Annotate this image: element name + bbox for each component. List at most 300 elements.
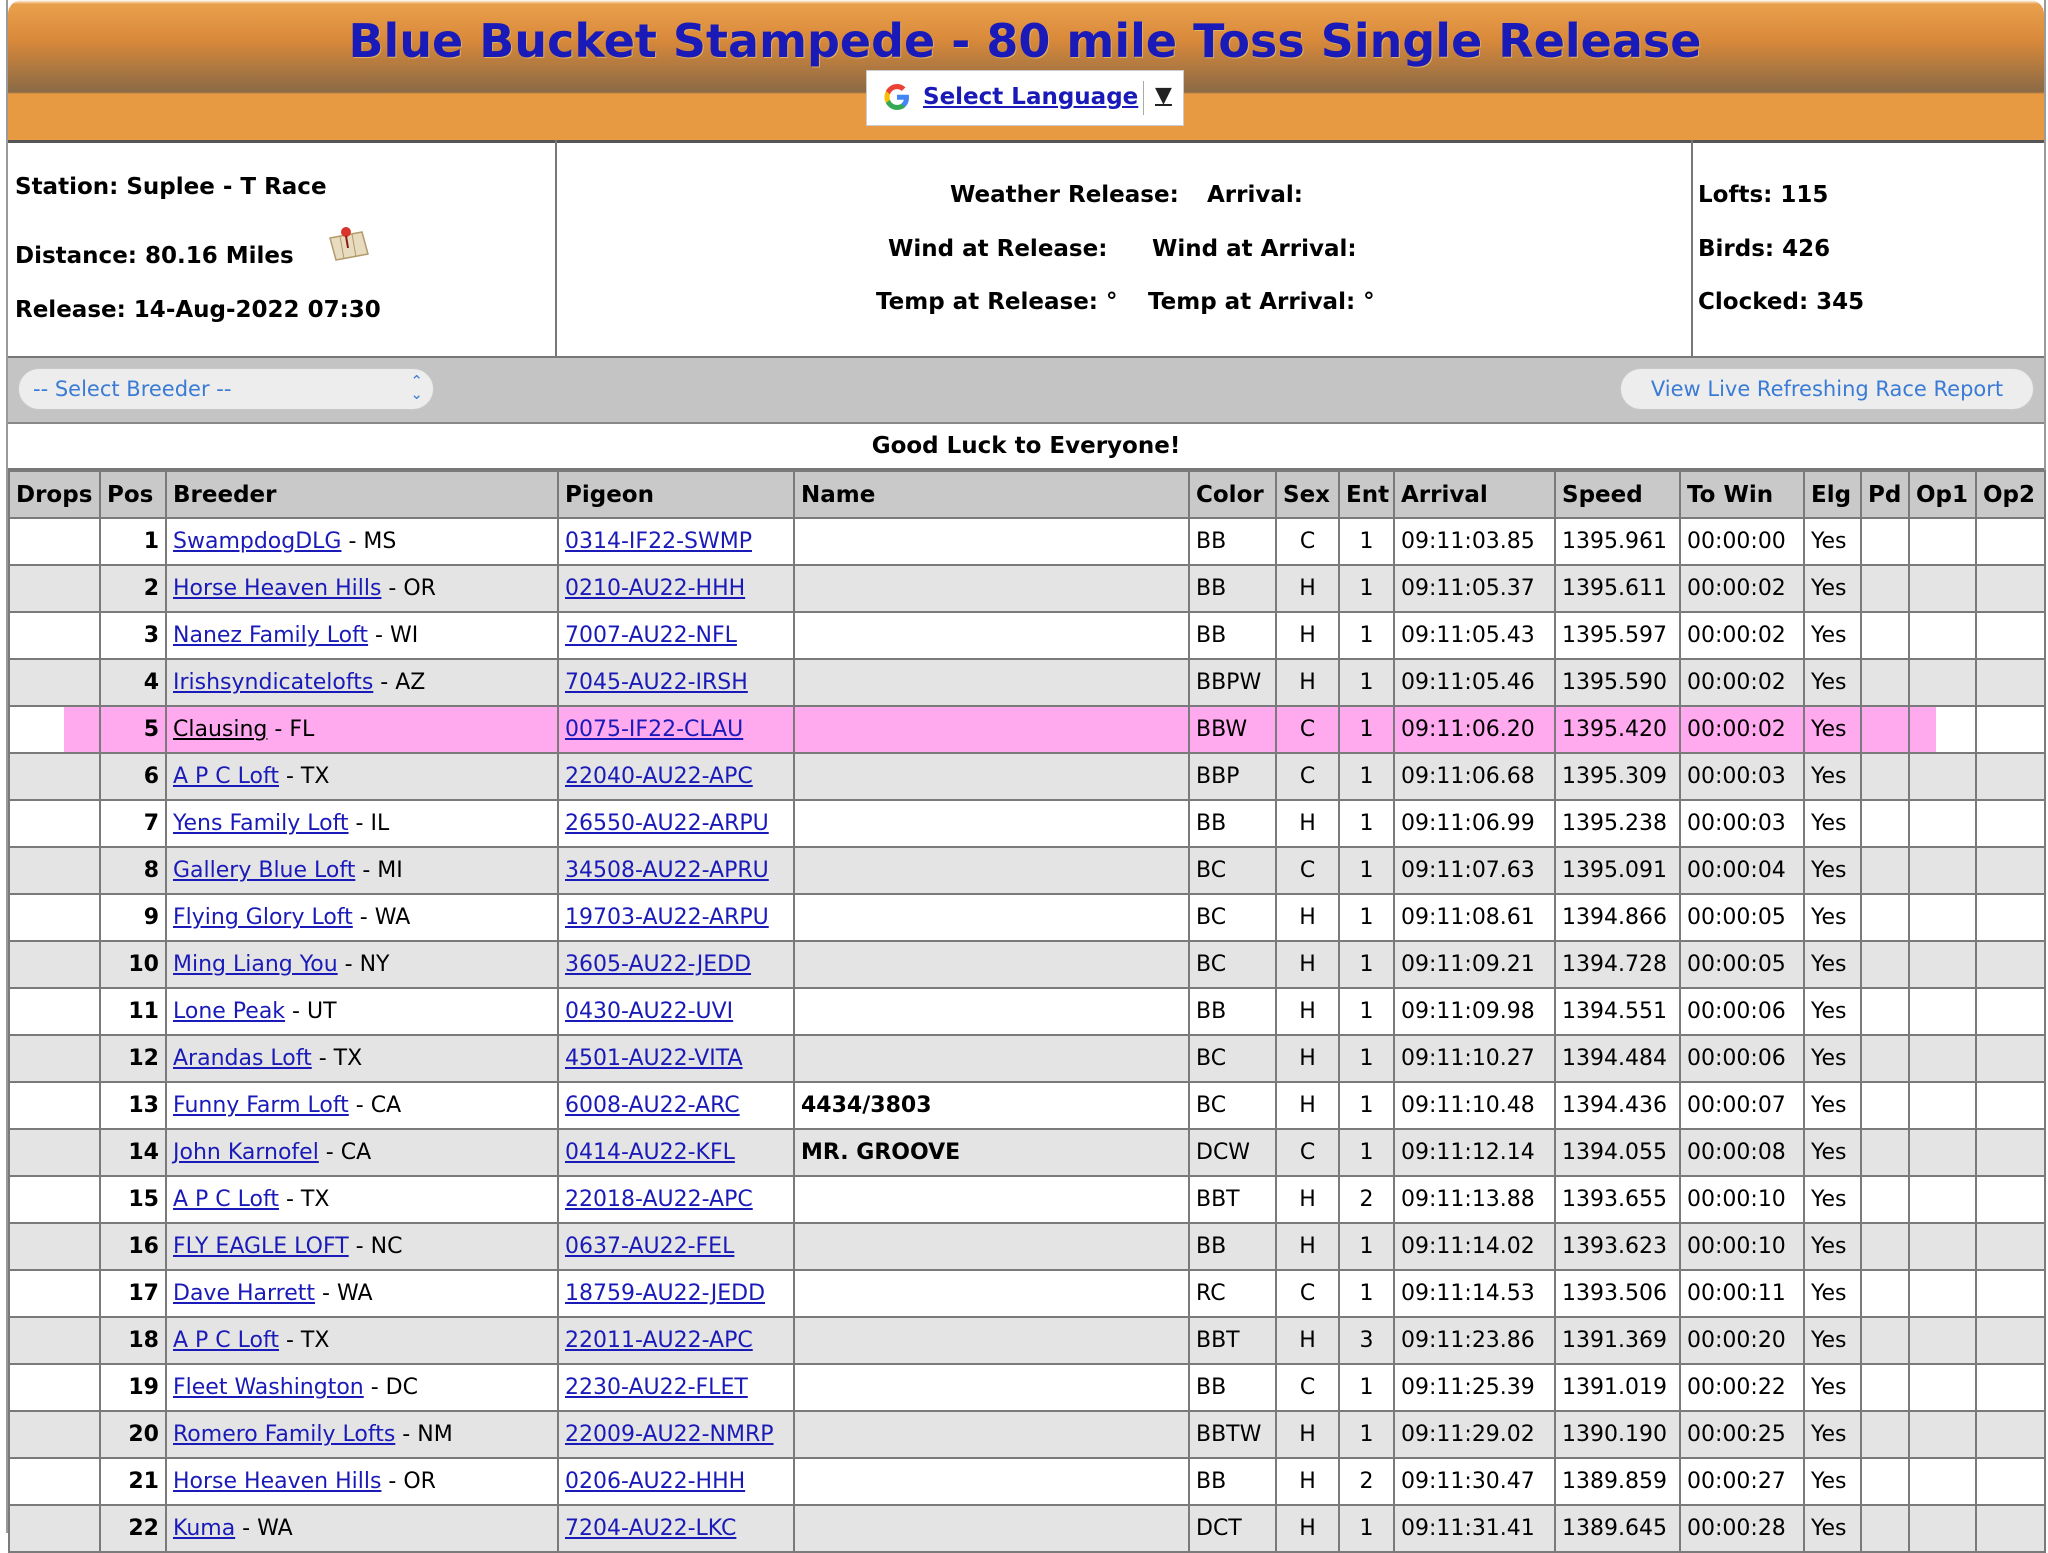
speed-cell: 1395.309 — [1555, 753, 1680, 800]
breeder-link[interactable]: Fleet Washington — [173, 1375, 364, 1400]
ent-cell: 1 — [1339, 1082, 1394, 1129]
speed-cell: 1395.597 — [1555, 612, 1680, 659]
arrival-cell: 09:11:06.20 — [1394, 706, 1555, 753]
pigeon-link[interactable]: 7045-AU22-IRSH — [565, 670, 748, 695]
ent-cell: 1 — [1339, 706, 1394, 753]
drops-cell — [9, 1035, 100, 1082]
to-win-cell: 00:00:04 — [1680, 847, 1804, 894]
op1-cell — [1909, 1505, 1976, 1552]
eligible-cell: Yes — [1804, 1270, 1861, 1317]
pigeon-name-cell — [794, 1317, 1189, 1364]
table-row — [9, 753, 2045, 800]
column-header: Arrival — [1394, 471, 1555, 518]
arrival-cell: 09:11:30.47 — [1394, 1458, 1555, 1505]
drops-cell — [9, 753, 100, 800]
ent-cell: 1 — [1339, 941, 1394, 988]
pigeon-cell — [558, 941, 794, 988]
breeder-state: - OR — [381, 1469, 436, 1494]
op1-cell — [1909, 659, 1976, 706]
pigeon-link[interactable]: 7007-AU22-NFL — [565, 623, 737, 648]
sex-cell: H — [1276, 941, 1339, 988]
to-win-cell: 00:00:20 — [1680, 1317, 1804, 1364]
drops-cell — [9, 612, 100, 659]
pos-cell: 17 — [100, 1270, 166, 1317]
pigeon-link[interactable]: 19703-AU22-ARPU — [565, 905, 769, 930]
language-divider — [1143, 81, 1144, 115]
wind-release-label: Wind at Release: — [888, 236, 1108, 262]
sex-cell: H — [1276, 1223, 1339, 1270]
pos-cell: 20 — [100, 1411, 166, 1458]
color-cell: BBP — [1189, 753, 1276, 800]
speed-cell: 1393.506 — [1555, 1270, 1680, 1317]
drops-cell — [9, 1176, 100, 1223]
table-row — [9, 1176, 2045, 1223]
eligible-cell: Yes — [1804, 565, 1861, 612]
select-language-link[interactable]: Select Language — [923, 84, 1139, 110]
pos-cell: 14 — [100, 1129, 166, 1176]
column-header: Op2 — [1976, 471, 2045, 518]
pigeon-link[interactable]: 0210-AU22-HHH — [565, 576, 746, 601]
to-win-cell: 00:00:28 — [1680, 1505, 1804, 1552]
ent-cell: 1 — [1339, 988, 1394, 1035]
pd-cell — [1861, 1411, 1909, 1458]
release-label: Release: 14-Aug-2022 07:30 — [15, 297, 381, 323]
pos-cell: 18 — [100, 1317, 166, 1364]
table-row — [9, 1458, 2045, 1505]
birds-count: Birds: 426 — [1698, 236, 1831, 262]
results-body — [9, 518, 2045, 1552]
table-row — [9, 1082, 2045, 1129]
pigeon-cell — [558, 847, 794, 894]
color-cell: BC — [1189, 894, 1276, 941]
sex-cell: C — [1276, 847, 1339, 894]
pigeon-cell — [558, 1411, 794, 1458]
op2-cell — [1976, 847, 2045, 894]
pigeon-name-cell: MR. GROOVE — [794, 1129, 1189, 1176]
wind-arrival-label: Wind at Arrival: — [1152, 236, 1357, 262]
op2-cell — [1976, 659, 2045, 706]
color-cell: BC — [1189, 1035, 1276, 1082]
speed-cell: 1395.961 — [1555, 518, 1680, 565]
op1-cell — [1909, 894, 1976, 941]
sex-cell: H — [1276, 1317, 1339, 1364]
column-header: Elg — [1804, 471, 1861, 518]
arrival-cell: 09:11:31.41 — [1394, 1505, 1555, 1552]
column-header: Sex — [1276, 471, 1339, 518]
breeder-state: - NC — [348, 1234, 403, 1259]
pos-cell: 19 — [100, 1364, 166, 1411]
to-win-cell: 00:00:02 — [1680, 565, 1804, 612]
table-row — [9, 1223, 2045, 1270]
pigeon-name-cell — [794, 847, 1189, 894]
eligible-cell: Yes — [1804, 894, 1861, 941]
breeder-link[interactable]: FLY EAGLE LOFT — [173, 1234, 349, 1259]
pigeon-cell — [558, 988, 794, 1035]
breeder-state: - WI — [368, 623, 419, 648]
pigeon-name-cell — [794, 659, 1189, 706]
pigeon-cell — [558, 612, 794, 659]
breeder-link[interactable]: A P C Loft — [173, 764, 279, 789]
eligible-cell: Yes — [1804, 753, 1861, 800]
pigeon-link[interactable]: 7204-AU22-LKC — [565, 1516, 737, 1541]
breeder-cell — [166, 1458, 558, 1505]
pd-cell — [1861, 800, 1909, 847]
pos-cell: 15 — [100, 1176, 166, 1223]
pigeon-link[interactable]: 0314-IF22-SWMP — [565, 529, 752, 554]
pd-cell — [1861, 894, 1909, 941]
color-cell: BB — [1189, 518, 1276, 565]
column-header: Speed — [1555, 471, 1680, 518]
arrival-cell: 09:11:10.27 — [1394, 1035, 1555, 1082]
pigeon-cell — [558, 1317, 794, 1364]
ent-cell: 1 — [1339, 659, 1394, 706]
eligible-cell: Yes — [1804, 847, 1861, 894]
pigeon-link[interactable]: 2230-AU22-FLET — [565, 1375, 748, 1400]
race-message: Good Luck to Everyone! — [8, 424, 2044, 470]
breeder-link[interactable]: John Karnofel — [173, 1140, 319, 1165]
pd-cell — [1861, 1082, 1909, 1129]
op2-cell — [1976, 894, 2045, 941]
table-header-row — [9, 471, 2045, 518]
drops-cell — [9, 847, 100, 894]
filter-bar — [8, 358, 2044, 424]
to-win-cell: 00:00:00 — [1680, 518, 1804, 565]
speed-cell: 1395.238 — [1555, 800, 1680, 847]
op2-cell — [1976, 1129, 2045, 1176]
op2-cell — [1976, 753, 2045, 800]
pos-cell: 13 — [100, 1082, 166, 1129]
pos-cell: 11 — [100, 988, 166, 1035]
breeder-state: - NY — [337, 952, 390, 977]
arrival-cell: 09:11:06.68 — [1394, 753, 1555, 800]
breeder-link[interactable]: Lone Peak — [173, 999, 286, 1024]
to-win-cell: 00:00:02 — [1680, 659, 1804, 706]
pigeon-cell — [558, 565, 794, 612]
pd-cell — [1861, 1505, 1909, 1552]
drops-cell — [9, 1082, 100, 1129]
ent-cell: 1 — [1339, 518, 1394, 565]
drops-cell — [9, 988, 100, 1035]
drops-cell — [9, 1223, 100, 1270]
op2-cell — [1976, 1035, 2045, 1082]
breeder-link[interactable]: Dave Harrett — [173, 1281, 316, 1306]
breeder-link[interactable]: SwampdogDLG — [173, 529, 342, 554]
speed-cell: 1391.369 — [1555, 1317, 1680, 1364]
ent-cell: 1 — [1339, 565, 1394, 612]
table-row — [9, 1035, 2045, 1082]
pigeon-name-cell — [794, 894, 1189, 941]
arrival-cell: 09:11:05.46 — [1394, 659, 1555, 706]
op2-cell — [1976, 518, 2045, 565]
speed-cell: 1390.190 — [1555, 1411, 1680, 1458]
table-row — [9, 988, 2045, 1035]
breeder-state: - DC — [363, 1375, 418, 1400]
breeder-state: - IL — [348, 811, 390, 836]
breeder-link[interactable]: Irishsyndicatelofts — [173, 670, 374, 695]
breeder-link[interactable]: Flying Glory Loft — [173, 905, 353, 930]
arrival-cell: 09:11:07.63 — [1394, 847, 1555, 894]
table-row — [9, 1364, 2045, 1411]
op1-cell — [1909, 1082, 1976, 1129]
drops-cell — [9, 1270, 100, 1317]
table-row — [9, 706, 2045, 753]
table-row — [9, 894, 2045, 941]
breeder-cell — [166, 1270, 558, 1317]
ent-cell: 1 — [1339, 1270, 1394, 1317]
op2-cell — [1976, 1270, 2045, 1317]
ent-cell: 1 — [1339, 1364, 1394, 1411]
pigeon-link[interactable]: 6008-AU22-ARC — [565, 1093, 740, 1118]
pigeon-link[interactable]: 22009-AU22-NMRP — [565, 1422, 774, 1447]
speed-cell: 1395.091 — [1555, 847, 1680, 894]
pigeon-link[interactable]: 0430-AU22-UVI — [565, 999, 734, 1024]
pigeon-name-cell — [794, 1176, 1189, 1223]
eligible-cell: Yes — [1804, 941, 1861, 988]
pigeon-name-cell — [794, 1035, 1189, 1082]
breeder-state: - TX — [278, 1187, 330, 1212]
arrival-cell: 09:11:29.02 — [1394, 1411, 1555, 1458]
pd-cell — [1861, 706, 1909, 753]
pigeon-name-cell — [794, 612, 1189, 659]
table-row — [9, 847, 2045, 894]
ent-cell: 1 — [1339, 1505, 1394, 1552]
pd-cell — [1861, 659, 1909, 706]
to-win-cell: 00:00:25 — [1680, 1411, 1804, 1458]
pos-cell: 2 — [100, 565, 166, 612]
to-win-cell: 00:00:22 — [1680, 1364, 1804, 1411]
breeder-link[interactable]: Nanez Family Loft — [173, 623, 369, 648]
breeder-link[interactable]: Ming Liang You — [173, 952, 338, 977]
ent-cell: 1 — [1339, 1129, 1394, 1176]
language-selector[interactable] — [866, 70, 1184, 126]
breeder-cell — [166, 1035, 558, 1082]
color-cell: RC — [1189, 1270, 1276, 1317]
breeder-select[interactable] — [18, 368, 434, 410]
live-report-button[interactable]: View Live Refreshing Race Report — [1620, 368, 2034, 410]
color-cell: BB — [1189, 1223, 1276, 1270]
op2-cell — [1976, 800, 2045, 847]
breeder-link[interactable]: Romero Family Lofts — [173, 1422, 396, 1447]
column-header: Color — [1189, 471, 1276, 518]
breeder-state: - WA — [235, 1516, 293, 1541]
sex-cell: H — [1276, 1176, 1339, 1223]
pos-cell: 5 — [100, 706, 166, 753]
pigeon-name-cell — [794, 1223, 1189, 1270]
pigeon-cell — [558, 1223, 794, 1270]
pd-cell — [1861, 753, 1909, 800]
to-win-cell: 00:00:03 — [1680, 753, 1804, 800]
op2-cell — [1976, 988, 2045, 1035]
pos-cell: 22 — [100, 1505, 166, 1552]
speed-cell: 1394.551 — [1555, 988, 1680, 1035]
drops-cell — [9, 941, 100, 988]
dropdown-arrow-icon[interactable]: ▼ — [1155, 83, 1172, 108]
breeder-link[interactable]: A P C Loft — [173, 1187, 279, 1212]
speed-cell: 1394.728 — [1555, 941, 1680, 988]
to-win-cell: 00:00:08 — [1680, 1129, 1804, 1176]
pd-cell — [1861, 1223, 1909, 1270]
op1-cell — [1909, 847, 1976, 894]
arrival-cell: 09:11:14.53 — [1394, 1270, 1555, 1317]
ent-cell: 1 — [1339, 753, 1394, 800]
drops-cell — [9, 706, 100, 753]
pigeon-link[interactable]: 4501-AU22-VITA — [565, 1046, 743, 1071]
map-icon[interactable] — [326, 224, 370, 264]
pos-cell: 12 — [100, 1035, 166, 1082]
to-win-cell: 00:00:06 — [1680, 988, 1804, 1035]
ent-cell: 1 — [1339, 800, 1394, 847]
station-label: Station: Suplee - T Race — [15, 174, 327, 200]
to-win-cell: 00:00:05 — [1680, 894, 1804, 941]
sex-cell: H — [1276, 988, 1339, 1035]
color-cell: BB — [1189, 800, 1276, 847]
op1-cell — [1909, 1317, 1976, 1364]
color-cell: DCT — [1189, 1505, 1276, 1552]
drops-cell — [9, 1129, 100, 1176]
sex-cell: C — [1276, 1364, 1339, 1411]
sex-cell: C — [1276, 1270, 1339, 1317]
color-cell: BBT — [1189, 1317, 1276, 1364]
speed-cell: 1394.055 — [1555, 1129, 1680, 1176]
op2-cell — [1976, 1458, 2045, 1505]
pigeon-link[interactable]: 34508-AU22-APRU — [565, 858, 769, 883]
breeder-state: - TX — [311, 1046, 363, 1071]
breeder-cell — [166, 1129, 558, 1176]
speed-cell: 1394.866 — [1555, 894, 1680, 941]
op2-cell — [1976, 1364, 2045, 1411]
pigeon-cell — [558, 1458, 794, 1505]
arrival-cell: 09:11:12.14 — [1394, 1129, 1555, 1176]
sex-cell: H — [1276, 1082, 1339, 1129]
breeder-link[interactable]: A P C Loft — [173, 1328, 279, 1353]
eligible-cell: Yes — [1804, 800, 1861, 847]
color-cell: BB — [1189, 612, 1276, 659]
breeder-link[interactable]: Funny Farm Loft — [173, 1093, 349, 1118]
op1-cell — [1909, 1223, 1976, 1270]
op1-cell — [1909, 1035, 1976, 1082]
table-row — [9, 1129, 2045, 1176]
pigeon-cell — [558, 800, 794, 847]
pigeon-cell — [558, 1035, 794, 1082]
breeder-link[interactable]: Horse Heaven Hills — [173, 576, 382, 601]
arrival-cell: 09:11:23.86 — [1394, 1317, 1555, 1364]
op2-cell — [1976, 612, 2045, 659]
pos-cell: 4 — [100, 659, 166, 706]
pd-cell — [1861, 988, 1909, 1035]
breeder-cell — [166, 1317, 558, 1364]
speed-cell: 1395.590 — [1555, 659, 1680, 706]
pigeon-name-cell — [794, 706, 1189, 753]
speed-cell: 1389.645 — [1555, 1505, 1680, 1552]
pigeon-cell — [558, 706, 794, 753]
pigeon-link[interactable]: 26550-AU22-ARPU — [565, 811, 769, 836]
pigeon-link[interactable]: 22040-AU22-APC — [565, 764, 753, 789]
breeder-cell — [166, 988, 558, 1035]
color-cell: DCW — [1189, 1129, 1276, 1176]
drops-cell — [9, 1317, 100, 1364]
pigeon-name-cell — [794, 1458, 1189, 1505]
to-win-cell: 00:00:02 — [1680, 612, 1804, 659]
drops-cell — [9, 1458, 100, 1505]
breeder-cell — [166, 1082, 558, 1129]
sex-cell: H — [1276, 659, 1339, 706]
breeder-cell — [166, 1411, 558, 1458]
pos-cell: 21 — [100, 1458, 166, 1505]
eligible-cell: Yes — [1804, 1082, 1861, 1129]
pigeon-cell — [558, 1082, 794, 1129]
sex-cell: H — [1276, 565, 1339, 612]
op1-cell — [1909, 1270, 1976, 1317]
breeder-state: - OR — [381, 576, 436, 601]
to-win-cell: 00:00:10 — [1680, 1223, 1804, 1270]
select-caret-icon: ⌃ ⌄ — [410, 372, 423, 403]
breeder-link[interactable]: Yens Family Loft — [173, 811, 349, 836]
pigeon-link[interactable]: 0637-AU22-FEL — [565, 1234, 735, 1259]
drops-cell — [9, 659, 100, 706]
pigeon-link[interactable]: 22018-AU22-APC — [565, 1187, 753, 1212]
pd-cell — [1861, 1035, 1909, 1082]
breeder-link[interactable]: Horse Heaven Hills — [173, 1469, 382, 1494]
distance-label: Distance: 80.16 Miles — [15, 243, 294, 269]
column-header: Name — [794, 471, 1189, 518]
breeder-link[interactable]: Gallery Blue Loft — [173, 858, 356, 883]
sex-cell: H — [1276, 1505, 1339, 1552]
breeder-link[interactable]: Arandas Loft — [173, 1046, 312, 1071]
to-win-cell: 00:00:06 — [1680, 1035, 1804, 1082]
breeder-cell — [166, 847, 558, 894]
pigeon-name-cell — [794, 988, 1189, 1035]
breeder-state: - NM — [395, 1422, 453, 1447]
pigeon-cell — [558, 1364, 794, 1411]
op1-cell — [1909, 706, 1976, 753]
op2-cell — [1976, 941, 2045, 988]
color-cell: BB — [1189, 988, 1276, 1035]
pd-cell — [1861, 1364, 1909, 1411]
pd-cell — [1861, 565, 1909, 612]
column-header: Pigeon — [558, 471, 794, 518]
speed-cell: 1394.484 — [1555, 1035, 1680, 1082]
breeder-link[interactable]: Kuma — [173, 1516, 236, 1541]
pigeon-name-cell — [794, 1364, 1189, 1411]
column-header: Op1 — [1909, 471, 1976, 518]
eligible-cell: Yes — [1804, 1317, 1861, 1364]
pigeon-link[interactable]: 0206-AU22-HHH — [565, 1469, 746, 1494]
arrival-cell: 09:11:08.61 — [1394, 894, 1555, 941]
pigeon-name-cell — [794, 1411, 1189, 1458]
pos-cell: 6 — [100, 753, 166, 800]
pigeon-link[interactable]: 18759-AU22-JEDD — [565, 1281, 766, 1306]
arrival-cell: 09:11:09.21 — [1394, 941, 1555, 988]
table-row — [9, 1270, 2045, 1317]
pigeon-link[interactable]: 3605-AU22-JEDD — [565, 952, 752, 977]
op1-cell — [1909, 1411, 1976, 1458]
breeder-link[interactable]: Clausing — [173, 717, 268, 742]
breeder-state: - CA — [348, 1093, 402, 1118]
pigeon-link[interactable]: 0075-IF22-CLAU — [565, 717, 744, 742]
column-header: Ent — [1339, 471, 1394, 518]
op1-cell — [1909, 518, 1976, 565]
pigeon-name-cell — [794, 1270, 1189, 1317]
arrival-cell: 09:11:13.88 — [1394, 1176, 1555, 1223]
page-title: Blue Bucket Stampede - 80 mile Toss Single Release — [348, 14, 1702, 68]
pd-cell — [1861, 1317, 1909, 1364]
sex-cell: H — [1276, 800, 1339, 847]
pigeon-link[interactable]: 22011-AU22-APC — [565, 1328, 753, 1353]
pd-cell — [1861, 847, 1909, 894]
pigeon-link[interactable]: 0414-AU22-KFL — [565, 1140, 735, 1165]
breeder-cell — [166, 894, 558, 941]
table-row — [9, 565, 2045, 612]
